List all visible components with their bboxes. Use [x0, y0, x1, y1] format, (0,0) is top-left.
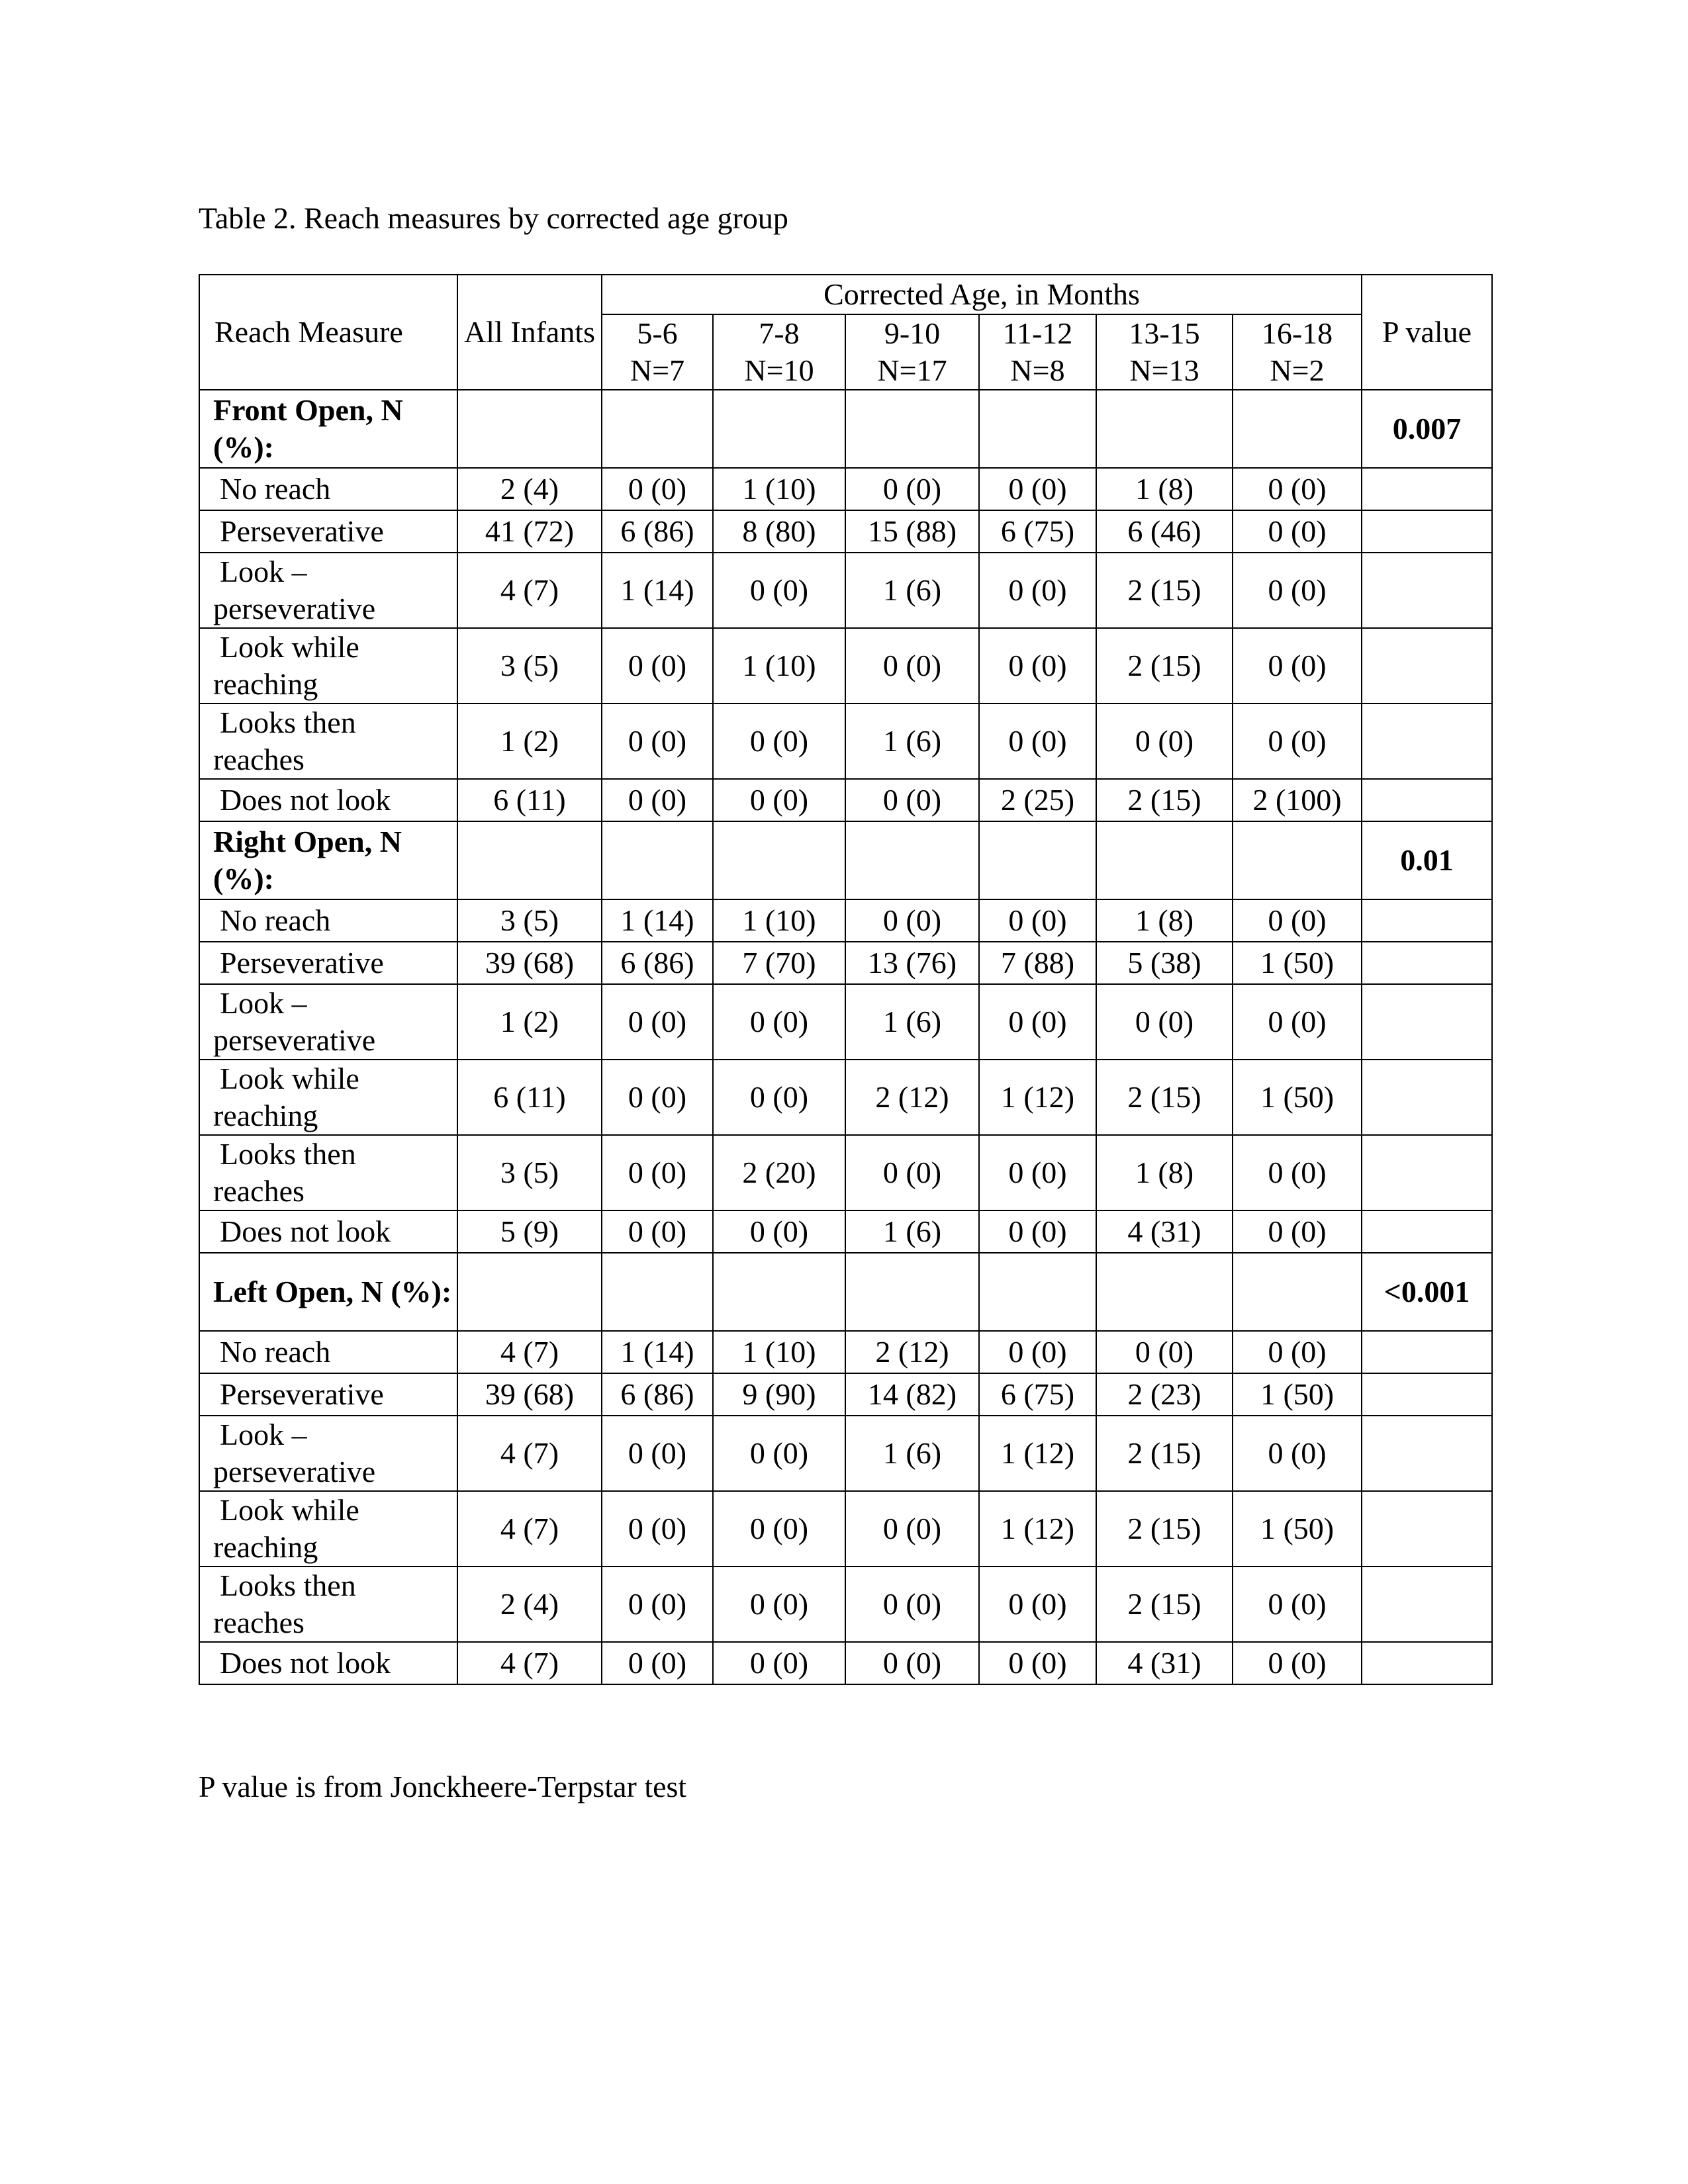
age-group-cell: 6 (75) [979, 1373, 1096, 1416]
age-group-cell: 0 (0) [979, 984, 1096, 1060]
all-infants-cell: 4 (7) [457, 1642, 602, 1684]
row-label: Does not look [199, 1210, 457, 1253]
empty-cell [1362, 1331, 1492, 1373]
age-group-cell: 1 (8) [1096, 468, 1233, 510]
header-age-7-8 [713, 314, 845, 390]
age-group-cell: 0 (0) [713, 1567, 845, 1642]
row-label: No reach [199, 468, 457, 510]
empty-cell [713, 821, 845, 899]
all-infants-cell: 3 (5) [457, 1135, 602, 1210]
empty-cell [979, 390, 1096, 468]
age-group-cell: 1 (10) [713, 899, 845, 942]
row-label: Look – perseverative [199, 984, 457, 1060]
header-age-13-15 [1096, 314, 1233, 390]
age-group-cell: 1 (8) [1096, 1135, 1233, 1210]
section-title: Right Open, N (%): [199, 821, 457, 899]
age-group-cell: 5 (38) [1096, 942, 1233, 984]
age-group-cell: 0 (0) [602, 468, 713, 510]
header-all-infants: All Infants [457, 275, 602, 390]
age-group-cell: 0 (0) [979, 628, 1096, 704]
age-group-cell: 0 (0) [1233, 468, 1362, 510]
age-group-cell: 0 (0) [979, 704, 1096, 779]
age-group-cell: 7 (88) [979, 942, 1096, 984]
header-age-9-10 [845, 314, 979, 390]
row-label: Perseverative [199, 1373, 457, 1416]
p-value-cell: 0.01 [1362, 821, 1492, 899]
table-row [199, 704, 1492, 779]
age-range: 5-6 [637, 316, 678, 350]
all-infants-cell: 1 (2) [457, 984, 602, 1060]
age-group-cell: 6 (86) [602, 510, 713, 553]
age-group-cell: 0 (0) [713, 1491, 845, 1567]
empty-cell [1362, 942, 1492, 984]
table-row [199, 1416, 1492, 1491]
age-group-cell: 0 (0) [845, 899, 979, 942]
empty-cell [602, 821, 713, 899]
age-group-cell: 1 (50) [1233, 1491, 1362, 1567]
age-range: 9-10 [884, 316, 941, 350]
age-group-cell: 0 (0) [602, 779, 713, 821]
age-group-cell: 2 (15) [1096, 1567, 1233, 1642]
all-infants-cell: 2 (4) [457, 1567, 602, 1642]
age-group-cell: 6 (86) [602, 1373, 713, 1416]
header-row-group [199, 275, 1492, 314]
table-row [199, 899, 1492, 942]
row-label: No reach [199, 899, 457, 942]
all-infants-cell: 39 (68) [457, 1373, 602, 1416]
row-label: Looks then reaches [199, 704, 457, 779]
age-group-cell: 6 (46) [1096, 510, 1233, 553]
age-group-cell: 2 (15) [1096, 779, 1233, 821]
empty-cell [1096, 390, 1233, 468]
section-title: Left Open, N (%): [199, 1253, 457, 1331]
empty-cell [1233, 821, 1362, 899]
age-group-cell: 0 (0) [713, 704, 845, 779]
age-group-cell: 1 (12) [979, 1416, 1096, 1491]
age-group-cell: 0 (0) [845, 1567, 979, 1642]
section-header-row [199, 821, 1492, 899]
empty-cell [602, 1253, 713, 1331]
all-infants-cell: 39 (68) [457, 942, 602, 984]
age-group-cell: 2 (23) [1096, 1373, 1233, 1416]
age-n: N=10 [744, 353, 814, 387]
age-n: N=17 [877, 353, 947, 387]
row-label: Perseverative [199, 942, 457, 984]
all-infants-cell: 41 (72) [457, 510, 602, 553]
age-group-cell: 7 (70) [713, 942, 845, 984]
age-group-cell: 1 (10) [713, 468, 845, 510]
age-group-cell: 0 (0) [602, 628, 713, 704]
age-group-cell: 0 (0) [1096, 984, 1233, 1060]
header-p-value: P value [1362, 275, 1492, 390]
table-row [199, 942, 1492, 984]
age-group-cell: 2 (15) [1096, 553, 1233, 628]
header-age-5-6 [602, 314, 713, 390]
age-group-cell: 2 (15) [1096, 1416, 1233, 1491]
all-infants-cell: 1 (2) [457, 704, 602, 779]
header-reach-measure: Reach Measure [199, 275, 457, 390]
empty-cell [979, 821, 1096, 899]
age-group-cell: 1 (6) [845, 704, 979, 779]
age-group-cell: 0 (0) [713, 1060, 845, 1135]
all-infants-cell: 6 (11) [457, 1060, 602, 1135]
empty-cell [1362, 1060, 1492, 1135]
age-group-cell: 0 (0) [602, 1060, 713, 1135]
age-group-cell: 0 (0) [979, 1642, 1096, 1684]
age-group-cell: 1 (12) [979, 1060, 1096, 1135]
age-n: N=7 [630, 353, 685, 387]
age-group-cell: 1 (14) [602, 899, 713, 942]
all-infants-cell: 4 (7) [457, 553, 602, 628]
empty-cell [1362, 779, 1492, 821]
table-row [199, 1331, 1492, 1373]
row-label: No reach [199, 1331, 457, 1373]
empty-cell [1362, 899, 1492, 942]
age-group-cell: 0 (0) [602, 704, 713, 779]
age-group-cell: 0 (0) [979, 1567, 1096, 1642]
row-label: Perseverative [199, 510, 457, 553]
empty-cell [1096, 821, 1233, 899]
empty-cell [845, 821, 979, 899]
age-group-cell: 0 (0) [713, 779, 845, 821]
reach-measures-table [199, 274, 1493, 1685]
age-group-cell: 0 (0) [602, 1416, 713, 1491]
p-value-cell: <0.001 [1362, 1253, 1492, 1331]
age-group-cell: 0 (0) [1096, 1331, 1233, 1373]
row-label: Look – perseverative [199, 1416, 457, 1491]
table-row [199, 1210, 1492, 1253]
age-group-cell: 0 (0) [845, 468, 979, 510]
row-label: Look while reaching [199, 1060, 457, 1135]
empty-cell [1096, 1253, 1233, 1331]
age-group-cell: 0 (0) [1096, 704, 1233, 779]
empty-cell [713, 1253, 845, 1331]
age-group-cell: 1 (50) [1233, 1373, 1362, 1416]
age-group-cell: 0 (0) [713, 1416, 845, 1491]
empty-cell [845, 1253, 979, 1331]
age-range: 11-12 [1002, 316, 1073, 350]
empty-cell [457, 1253, 602, 1331]
age-n: N=8 [1010, 353, 1065, 387]
empty-cell [1362, 1416, 1492, 1491]
table-caption: Table 2. Reach measures by corrected age group [199, 201, 788, 235]
age-group-cell: 15 (88) [845, 510, 979, 553]
age-group-cell: 1 (6) [845, 1210, 979, 1253]
age-group-cell: 9 (90) [713, 1373, 845, 1416]
row-label: Does not look [199, 1642, 457, 1684]
age-group-cell: 1 (6) [845, 553, 979, 628]
age-group-cell: 8 (80) [713, 510, 845, 553]
age-n: N=13 [1129, 353, 1199, 387]
table-row [199, 468, 1492, 510]
age-group-cell: 0 (0) [713, 553, 845, 628]
table-row [199, 1373, 1492, 1416]
all-infants-cell: 3 (5) [457, 899, 602, 942]
age-group-cell: 0 (0) [845, 1491, 979, 1567]
age-group-cell: 0 (0) [602, 1642, 713, 1684]
age-group-cell: 1 (12) [979, 1491, 1096, 1567]
age-group-cell: 0 (0) [1233, 1567, 1362, 1642]
age-group-cell: 0 (0) [1233, 1642, 1362, 1684]
table-row [199, 984, 1492, 1060]
age-group-cell: 1 (6) [845, 984, 979, 1060]
age-group-cell: 0 (0) [1233, 1331, 1362, 1373]
empty-cell [1362, 704, 1492, 779]
age-group-cell: 0 (0) [1233, 899, 1362, 942]
table-row [199, 1060, 1492, 1135]
age-group-cell: 1 (6) [845, 1416, 979, 1491]
age-group-cell: 0 (0) [602, 1491, 713, 1567]
all-infants-cell: 3 (5) [457, 628, 602, 704]
age-group-cell: 0 (0) [1233, 984, 1362, 1060]
age-group-cell: 1 (10) [713, 628, 845, 704]
age-group-cell: 0 (0) [1233, 510, 1362, 553]
all-infants-cell: 2 (4) [457, 468, 602, 510]
table-row [199, 510, 1492, 553]
empty-cell [457, 390, 602, 468]
all-infants-cell: 5 (9) [457, 1210, 602, 1253]
empty-cell [1362, 1642, 1492, 1684]
empty-cell [1362, 1491, 1492, 1567]
all-infants-cell: 6 (11) [457, 779, 602, 821]
row-label: Look while reaching [199, 628, 457, 704]
age-range: 7-8 [759, 316, 800, 350]
section-header-row [199, 390, 1492, 468]
row-label: Does not look [199, 779, 457, 821]
age-group-cell: 0 (0) [1233, 628, 1362, 704]
table-row [199, 553, 1492, 628]
empty-cell [1362, 984, 1492, 1060]
table-row [199, 1135, 1492, 1210]
all-infants-cell: 4 (7) [457, 1416, 602, 1491]
empty-cell [1362, 628, 1492, 704]
age-group-cell: 0 (0) [713, 984, 845, 1060]
age-group-cell: 0 (0) [979, 553, 1096, 628]
empty-cell [1362, 1567, 1492, 1642]
empty-cell [713, 390, 845, 468]
age-group-cell: 0 (0) [713, 1210, 845, 1253]
empty-cell [602, 390, 713, 468]
table-body [199, 390, 1492, 1684]
section-header-row [199, 1253, 1492, 1331]
table-footnote: P value is from Jonckheere-Terpstar test [199, 1770, 687, 1803]
row-label: Looks then reaches [199, 1135, 457, 1210]
age-group-cell: 1 (50) [1233, 942, 1362, 984]
table-row [199, 628, 1492, 704]
age-group-cell: 0 (0) [713, 1642, 845, 1684]
age-group-cell: 2 (12) [845, 1060, 979, 1135]
age-group-cell: 1 (14) [602, 1331, 713, 1373]
age-group-cell: 0 (0) [602, 984, 713, 1060]
age-group-cell: 4 (31) [1096, 1642, 1233, 1684]
empty-cell [845, 390, 979, 468]
age-group-cell: 2 (15) [1096, 628, 1233, 704]
row-label: Look – perseverative [199, 553, 457, 628]
header-age-16-18 [1233, 314, 1362, 390]
age-group-cell: 1 (10) [713, 1331, 845, 1373]
table-row [199, 1491, 1492, 1567]
table-row [199, 1567, 1492, 1642]
section-title: Front Open, N (%): [199, 390, 457, 468]
age-group-cell: 2 (20) [713, 1135, 845, 1210]
age-range: 13-15 [1129, 316, 1200, 350]
age-group-cell: 0 (0) [845, 1135, 979, 1210]
empty-cell [1233, 1253, 1362, 1331]
empty-cell [1233, 390, 1362, 468]
empty-cell [1362, 1373, 1492, 1416]
empty-cell [1362, 468, 1492, 510]
age-group-cell: 6 (86) [602, 942, 713, 984]
age-group-cell: 0 (0) [979, 1135, 1096, 1210]
age-group-cell: 0 (0) [845, 1642, 979, 1684]
age-group-cell: 1 (8) [1096, 899, 1233, 942]
age-group-cell: 13 (76) [845, 942, 979, 984]
age-group-cell: 0 (0) [1233, 1135, 1362, 1210]
age-group-cell: 14 (82) [845, 1373, 979, 1416]
age-group-cell: 1 (50) [1233, 1060, 1362, 1135]
age-group-cell: 0 (0) [602, 1210, 713, 1253]
empty-cell [979, 1253, 1096, 1331]
row-label: Look while reaching [199, 1491, 457, 1567]
age-group-cell: 0 (0) [979, 468, 1096, 510]
age-group-cell: 0 (0) [979, 899, 1096, 942]
empty-cell [457, 821, 602, 899]
age-group-cell: 0 (0) [979, 1210, 1096, 1253]
age-group-cell: 0 (0) [602, 1135, 713, 1210]
age-group-cell: 2 (12) [845, 1331, 979, 1373]
age-n: N=2 [1270, 353, 1325, 387]
age-group-cell: 0 (0) [1233, 553, 1362, 628]
table-row [199, 1642, 1492, 1684]
age-group-cell: 2 (100) [1233, 779, 1362, 821]
age-group-cell: 6 (75) [979, 510, 1096, 553]
age-group-cell: 0 (0) [602, 1567, 713, 1642]
age-group-cell: 0 (0) [1233, 1416, 1362, 1491]
age-group-cell: 2 (15) [1096, 1491, 1233, 1567]
age-group-cell: 0 (0) [845, 628, 979, 704]
age-group-cell: 2 (15) [1096, 1060, 1233, 1135]
p-value-cell: 0.007 [1362, 390, 1492, 468]
row-label: Looks then reaches [199, 1567, 457, 1642]
age-range: 16-18 [1261, 316, 1333, 350]
age-group-cell: 0 (0) [845, 779, 979, 821]
header-corrected-age: Corrected Age, in Months [602, 275, 1362, 314]
header-age-11-12 [979, 314, 1096, 390]
empty-cell [1362, 553, 1492, 628]
all-infants-cell: 4 (7) [457, 1491, 602, 1567]
empty-cell [1362, 510, 1492, 553]
table-row [199, 779, 1492, 821]
age-group-cell: 0 (0) [1233, 704, 1362, 779]
age-group-cell: 0 (0) [1233, 1210, 1362, 1253]
empty-cell [1362, 1135, 1492, 1210]
age-group-cell: 0 (0) [979, 1331, 1096, 1373]
age-group-cell: 4 (31) [1096, 1210, 1233, 1253]
all-infants-cell: 4 (7) [457, 1331, 602, 1373]
age-group-cell: 2 (25) [979, 779, 1096, 821]
empty-cell [1362, 1210, 1492, 1253]
age-group-cell: 1 (14) [602, 553, 713, 628]
